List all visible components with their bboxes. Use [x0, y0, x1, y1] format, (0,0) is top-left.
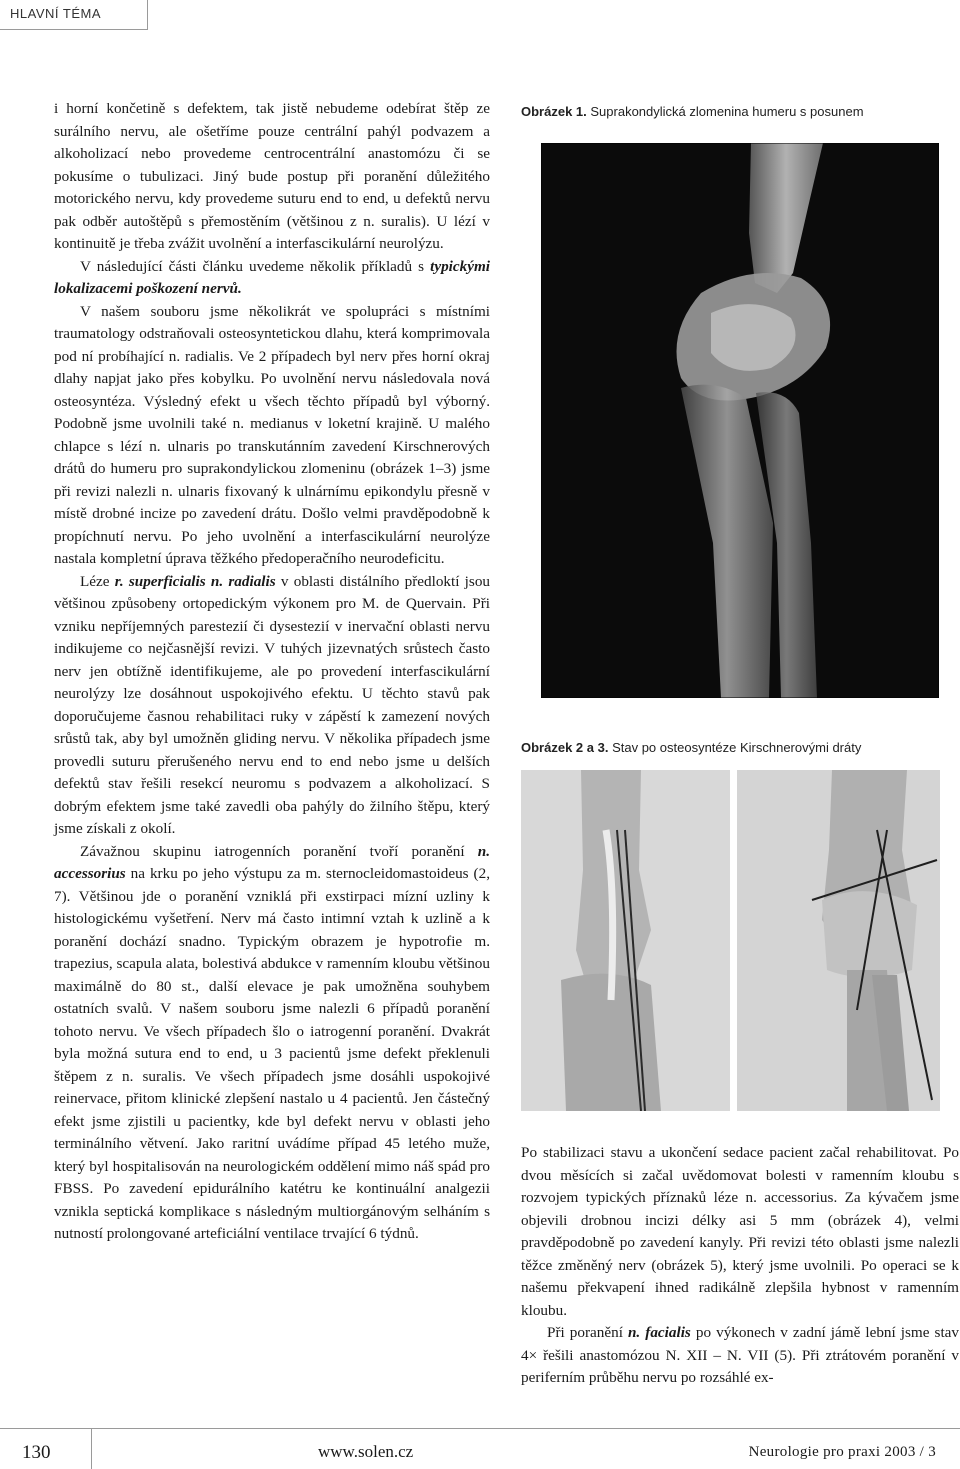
text-run: Léze: [80, 572, 115, 590]
text-run: V našem souboru jsme několikrát ve spolupráci s místními traumatology odstraňovali osteosyntetickou dlahu, která komprimovala pod ní probíhající n. radialis. Ve 2 případech byl nerv přes horní okraj dlahy napjat jako přes kobylku. Po uvolnění nervu následovala nová osteosyntéza. Výsledný efekt u všech těchto případů byl výborný. Podobně jsme uvolnili také n. medianus v loketní krajině. U malého chlapce s lézí n. ulnaris po transkutánním zavedení Kirschnerových drátů do humeru pro suprakondylickou zlomeninu (obrázek 1–3) jsme při revizi nalezli n. ulnaris fixovaný k ulnárnímu epikondylu přesně v místě drobné incize po zavedení drátu. Došlo velmi pravděpodobně k propíchnutí nervu. Po jeho uvolnění a interfascikulární neurolýze nastala kompletní úprava těžkého předoperačního neurodeficitu.: [54, 302, 490, 567]
section-title: HLAVNÍ TÉMA: [10, 6, 101, 21]
section-header: [0, 0, 148, 30]
xray-image-lateral-wires: [521, 770, 730, 1111]
xray-image-ap-wires: [737, 770, 940, 1111]
page-number-box: [0, 1428, 92, 1469]
paragraph: [54, 571, 490, 841]
footer-rule: [0, 1428, 960, 1429]
figure-2-3-caption: [521, 740, 861, 755]
footer-website: www.solen.cz: [318, 1442, 414, 1461]
paragraph: [54, 256, 490, 301]
footer-journal: Neurologie pro praxi 2003 / 3: [748, 1444, 936, 1460]
figure-1-text: Suprakondylická zlomenina humeru s posunem: [586, 104, 864, 119]
text-run: na krku po jeho výstupu za m. sternocleidomastoideus (2, 7). Většinou jde o poranění vzniklá při exstirpaci mízní uzliny k histologickému vyšetření. Nerv má často intimní vztah k uzlině a k poranění dochází snadno. Typickým obrazem je hypotrofie m. trapezius, scapula alata, bolestivá abdukce v ramenním kloubu většinou maximálně do 80 st., další elevace je pak umožněna souhybem ostatních svalů. V našem souboru jsme nalezli 6 případů poranění tohoto nervu. Ve všech případech šlo o iatrogenní poranění. Dvakrát byla možná sutura end to end, u 3 pacientů jsme defekt překlenuli štěpem z n. suralis. Ve všech případech jsme dosáhli uspokojivé reinervace, přitom klinické zlepšení nastalo u 4 pacientů. Jen částečný efekt jsme zjistili u pacientky, kde byl defekt nervu v oblasti jeho terminálního větvení. Jako raritní uvádíme případ 45 letého muže, který byl hospitalisován na neurologickém oddělení mimo náš spád pro FBSS. Po zavedení epidurálního katétru ke kontinuální analgezii vznikla septická komplikace s následným multiorgánovým selháním s nutností prolongované arteficiální ventilace trvající 6 týdnů.: [54, 865, 490, 1242]
paragraph: [521, 1142, 959, 1322]
paragraph: [54, 301, 490, 571]
emphasis-text: typickými lokalizacemi poškození nervů.: [54, 257, 490, 297]
paragraph: [54, 98, 490, 256]
figure-2-3-label: Obrázek 2 a 3.: [521, 740, 609, 755]
text-run: po výkonech v zadní jámě lební jsme stav 4× řešili anastomózou N. XII – N. VII (5). Při ztrátovém poranění v periferním průběhu nervu po rozsáhlé ex-: [521, 1324, 959, 1386]
text-run: i horní končetině s defektem, tak jistě nebudeme odebírat štěp ze surálního nervu, ale ošetříme pouze centrální pahýl podvazem a alkoholizací nebo provedeme centrocentrální anastomózu či se pokusíme o tubulizaci. Jiný bude postup při poranění důležitého motorického nervu, kdy provedeme suturu end to end, u defektů nervu pak odběr autoštěpů s přemostěním (většinou z n. suralis). U lézí v kontinuitě je třeba zvážit uvolnění a interfascikulární neurolýzu.: [54, 100, 490, 252]
emphasis-text: n. accessorius: [54, 842, 490, 882]
emphasis-text: r. superficialis n. radialis: [114, 572, 276, 590]
text-run: v oblasti distálního předloktí jsou většinou způsobeny ortopedickým výkonem pro M. de Quervain. Při vzniku nepříjemných parestezií či dysestezií v inervační oblasti nervu indikujeme co nejčasnější revizi. V tuhých jizevnatých srůstech často nerv jen obtížně identifikujeme, ale po provedení interfascikulární neurolýzy lze dosáhnout uspokojivého efektu. U těchto stavů pak doporučujeme časnou rehabilitaci ruky v zápěstí k zamezení nových srůstů tak, aby byl umožněn gliding nervu. V několika případech jsme provedli suturu přerušeného nervu end to end nebo jsme u delších defektů stav řešili resekcí neuromu s podvazem a alkoholizací. S dobrým efektem jsme také zavedli oba pahýly do žilního štěpu, který jsme získali z okolí.: [54, 572, 491, 837]
article-left-column: [54, 98, 490, 1246]
figure-1-label: Obrázek 1.: [521, 104, 587, 119]
figure-1-caption: [521, 104, 864, 119]
figure-2-3-text: Stav po osteosyntéze Kirschnerovými dráty: [608, 740, 862, 755]
text-run: Závažnou skupinu iatrogenních poranění tvoří poranění: [80, 842, 478, 860]
text-run: V následující části článku uvedeme několik příkladů s: [80, 257, 431, 275]
article-right-column: [521, 1142, 959, 1390]
page-number: 130: [22, 1442, 51, 1463]
text-run: Při poranění: [547, 1324, 628, 1341]
text-run: Po stabilizaci stavu a ukončení sedace pacient začal rehabilitovat. Po dvou měsících si začal uvědomovat bolesti v ramenním kloubu s rozvojem typických příznaků léze n. accessorius. Za kývačem jsme objevili drobnou incizi délky asi 5 mm (obrázek 4), velmi pravděpodobně po zavedení kanyly. Při revizi této oblasti jsme nalezli těžce změněný nerv (obrázek 5), který jsme uvolnili. Po operaci se k našemu překvapení ihned radikálně zlepšila hybnost v ramenním kloubu.: [521, 1144, 959, 1319]
paragraph: [521, 1322, 959, 1390]
emphasis-text: n. facialis: [627, 1324, 691, 1341]
xray-image-elbow-fracture: [541, 143, 939, 698]
paragraph: [54, 841, 490, 1246]
